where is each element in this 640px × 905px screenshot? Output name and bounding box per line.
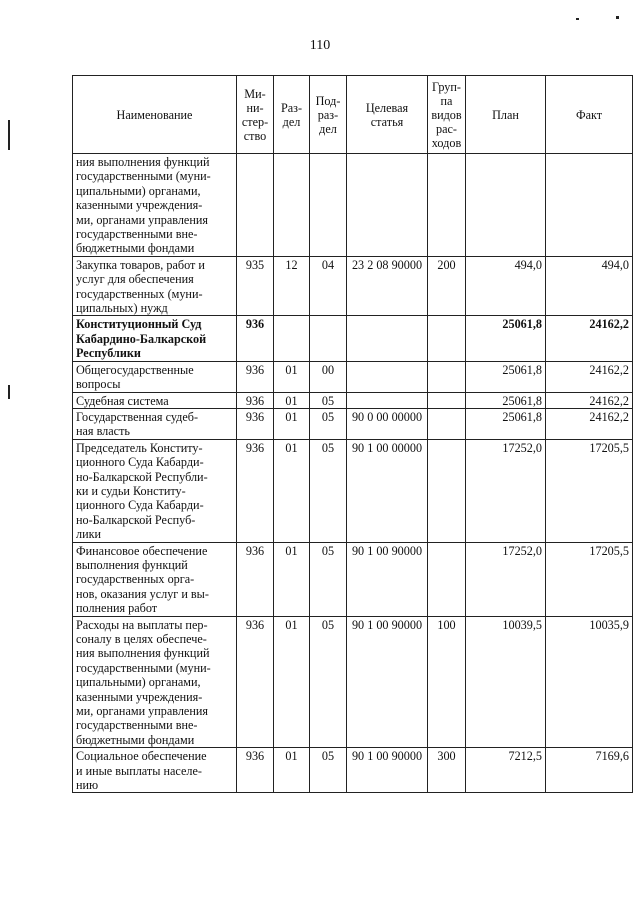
cell-ministry: 936 — [237, 361, 274, 392]
scan-mark — [576, 18, 579, 20]
cell-name: Судебная система — [73, 392, 237, 408]
cell-section — [274, 316, 310, 361]
cell-name: Государственная судеб- ная власть — [73, 408, 237, 439]
cell-target: 90 0 00 00000 — [347, 408, 428, 439]
cell-section: 01 — [274, 748, 310, 793]
cell-target — [347, 392, 428, 408]
scan-mark — [8, 120, 10, 150]
cell-section — [274, 154, 310, 257]
col-header-ministry: Ми- ни- стер- ство — [237, 76, 274, 154]
cell-group — [428, 392, 466, 408]
cell-fact: 24162,2 — [546, 361, 633, 392]
cell-name: Закупка товаров, работ и услуг для обеспечения государственных (муни- ципальных) нужд — [73, 256, 237, 316]
budget-table — [72, 75, 633, 793]
cell-name: Председатель Конститу- ционного Суда Кабарди- но-Балкарской Республи- ки и судьи Конститу- ционного Суда Кабарди- но-Балкарской Респуб- лики — [73, 439, 237, 542]
col-header-plan: План — [466, 76, 546, 154]
table-row — [73, 542, 633, 616]
cell-subsection: 05 — [310, 392, 347, 408]
table-row — [73, 748, 633, 793]
cell-group — [428, 542, 466, 616]
cell-section: 12 — [274, 256, 310, 316]
cell-group — [428, 408, 466, 439]
scan-mark — [616, 16, 619, 19]
col-header-group: Груп- па видов рас- ходов — [428, 76, 466, 154]
cell-fact: 7169,6 — [546, 748, 633, 793]
cell-fact: 10035,9 — [546, 616, 633, 748]
cell-group: 100 — [428, 616, 466, 748]
cell-section: 01 — [274, 616, 310, 748]
cell-ministry: 936 — [237, 408, 274, 439]
cell-subsection — [310, 154, 347, 257]
cell-ministry: 936 — [237, 316, 274, 361]
cell-plan: 10039,5 — [466, 616, 546, 748]
table-row — [73, 616, 633, 748]
cell-plan — [466, 154, 546, 257]
cell-section: 01 — [274, 542, 310, 616]
cell-plan: 25061,8 — [466, 408, 546, 439]
cell-subsection: 05 — [310, 439, 347, 542]
cell-subsection: 05 — [310, 616, 347, 748]
cell-name: Расходы на выплаты пер- соналу в целях обеспече- ния выполнения функций государственными (муни- ципальными) органами, казенными учреждения- ми, органами управления государственными вне- бюджетными фондами — [73, 616, 237, 748]
cell-section: 01 — [274, 392, 310, 408]
cell-section: 01 — [274, 439, 310, 542]
cell-group: 300 — [428, 748, 466, 793]
cell-section: 01 — [274, 408, 310, 439]
cell-plan: 7212,5 — [466, 748, 546, 793]
table-row — [73, 392, 633, 408]
cell-subsection — [310, 316, 347, 361]
cell-target — [347, 154, 428, 257]
col-header-subsection: Под- раз- дел — [310, 76, 347, 154]
cell-ministry: 936 — [237, 439, 274, 542]
cell-plan: 25061,8 — [466, 361, 546, 392]
cell-target: 90 1 00 00000 — [347, 439, 428, 542]
cell-subsection: 05 — [310, 542, 347, 616]
cell-group — [428, 361, 466, 392]
cell-ministry: 936 — [237, 542, 274, 616]
col-header-fact: Факт — [546, 76, 633, 154]
cell-subsection: 05 — [310, 408, 347, 439]
cell-subsection: 00 — [310, 361, 347, 392]
cell-subsection: 05 — [310, 748, 347, 793]
cell-subsection: 04 — [310, 256, 347, 316]
cell-group — [428, 154, 466, 257]
cell-plan: 25061,8 — [466, 316, 546, 361]
scan-mark — [8, 385, 10, 399]
cell-group — [428, 316, 466, 361]
cell-fact: 24162,2 — [546, 316, 633, 361]
cell-group — [428, 439, 466, 542]
cell-ministry: 935 — [237, 256, 274, 316]
cell-ministry: 936 — [237, 392, 274, 408]
cell-fact: 17205,5 — [546, 439, 633, 542]
table-header-row — [73, 76, 633, 154]
table-row — [73, 361, 633, 392]
cell-target: 90 1 00 90000 — [347, 748, 428, 793]
cell-fact — [546, 154, 633, 257]
table-row — [73, 439, 633, 542]
cell-fact: 24162,2 — [546, 392, 633, 408]
table-row — [73, 256, 633, 316]
cell-plan: 17252,0 — [466, 542, 546, 616]
cell-target: 23 2 08 90000 — [347, 256, 428, 316]
cell-target — [347, 361, 428, 392]
cell-name: Социальное обеспечение и иные выплаты населе- нию — [73, 748, 237, 793]
cell-name: Общегосударственные вопросы — [73, 361, 237, 392]
cell-ministry — [237, 154, 274, 257]
cell-fact: 494,0 — [546, 256, 633, 316]
cell-name: Конституционный Суд Кабардино-Балкарской Республики — [73, 316, 237, 361]
page-number: 110 — [309, 38, 331, 53]
col-header-name: Наименование — [73, 76, 237, 154]
cell-target: 90 1 00 90000 — [347, 616, 428, 748]
cell-fact: 24162,2 — [546, 408, 633, 439]
table-row — [73, 408, 633, 439]
cell-plan: 25061,8 — [466, 392, 546, 408]
cell-plan: 17252,0 — [466, 439, 546, 542]
cell-fact: 17205,5 — [546, 542, 633, 616]
cell-ministry: 936 — [237, 616, 274, 748]
col-header-target: Целевая статья — [347, 76, 428, 154]
cell-group: 200 — [428, 256, 466, 316]
cell-target: 90 1 00 90000 — [347, 542, 428, 616]
col-header-section: Раз- дел — [274, 76, 310, 154]
cell-name: ния выполнения функций государственными (муни- ципальными) органами, казенными учреждения- ми, органами управления государственными вне- бюджетными фондами — [73, 154, 237, 257]
table-row — [73, 316, 633, 361]
cell-ministry: 936 — [237, 748, 274, 793]
cell-section: 01 — [274, 361, 310, 392]
cell-target — [347, 316, 428, 361]
table-row — [73, 154, 633, 257]
cell-name: Финансовое обеспечение выполнения функций государственных орга- нов, оказания услуг и вы- полнения работ — [73, 542, 237, 616]
cell-plan: 494,0 — [466, 256, 546, 316]
